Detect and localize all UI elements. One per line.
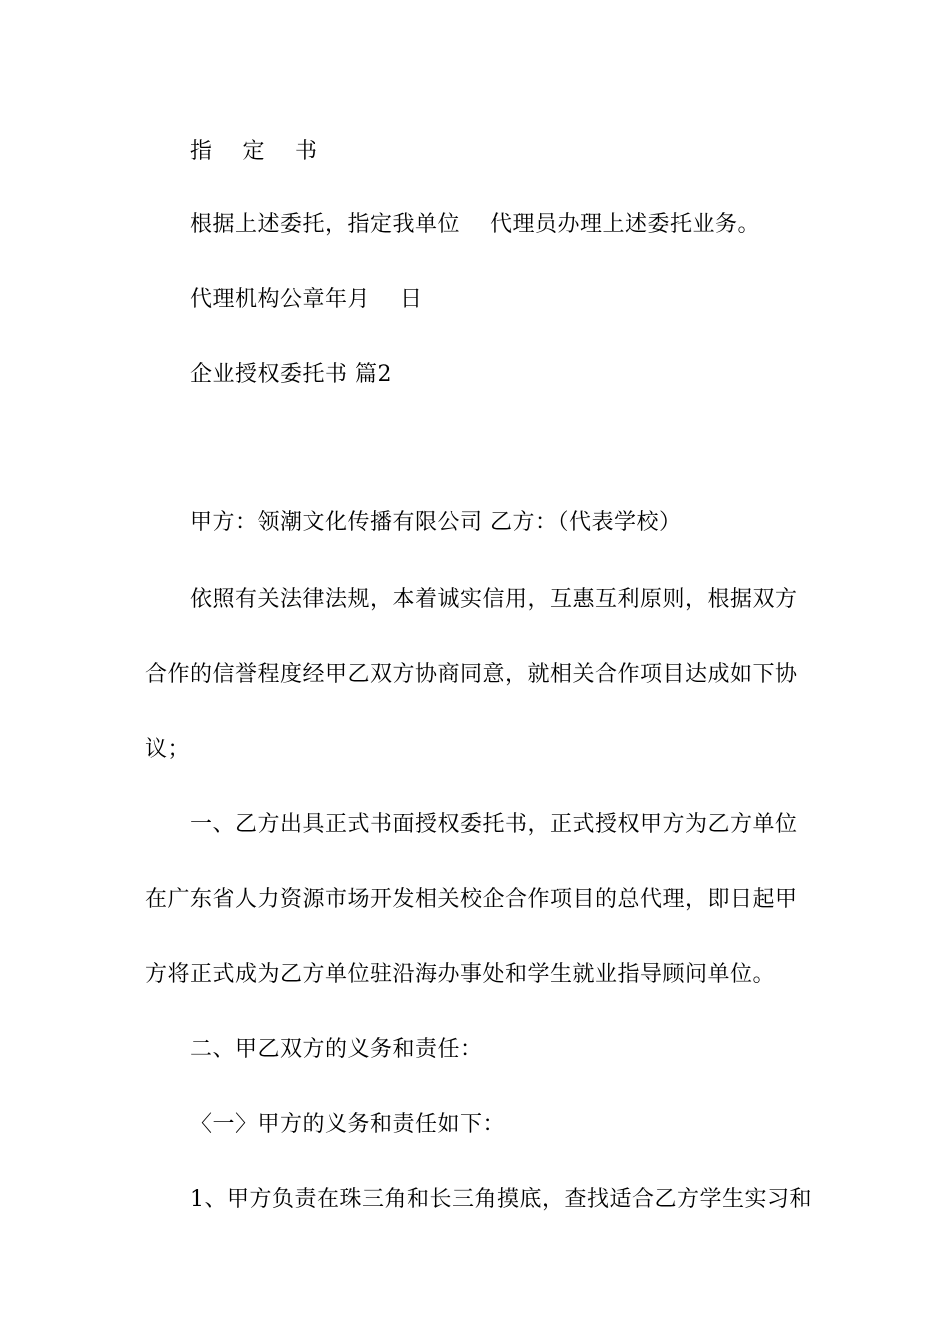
designation-heading: 指 定 书: [190, 139, 318, 164]
clause-line: 一、乙方出具正式书面授权委托书，正式授权甲方为乙方单位: [190, 812, 798, 837]
clause-line: 1、甲方负责在珠三角和长三角摸底，查找适合乙方学生实习和: [190, 1187, 812, 1212]
parties-line: 甲方：领潮文化传播有限公司 乙方：（代表学校）: [190, 510, 682, 535]
clause-line: 二、甲乙双方的义务和责任：: [190, 1037, 483, 1062]
paragraph-line: 根据上述委托，指定我单位 代理员办理上述委托业务。: [190, 212, 760, 237]
paragraph-line: 议；: [145, 737, 191, 762]
paragraph-line: 方将正式成为乙方单位驻沿海办事处和学生就业指导顾问单位。: [145, 962, 776, 987]
paragraph-line: 依照有关法律法规，本着诚实信用，互惠互利原则，根据双方: [190, 587, 798, 612]
subclause-line: 〈一〉甲方的义务和责任如下：: [190, 1112, 506, 1137]
section-title: 企业授权委托书 篇2: [190, 362, 392, 387]
paragraph-line: 合作的信誉程度经甲乙双方协商同意，就相关合作项目达成如下协: [145, 662, 798, 687]
paragraph-line: 代理机构公章年月 日: [190, 287, 423, 312]
paragraph-line: 在广东省人力资源市场开发相关校企合作项目的总代理，即日起甲: [145, 887, 798, 912]
